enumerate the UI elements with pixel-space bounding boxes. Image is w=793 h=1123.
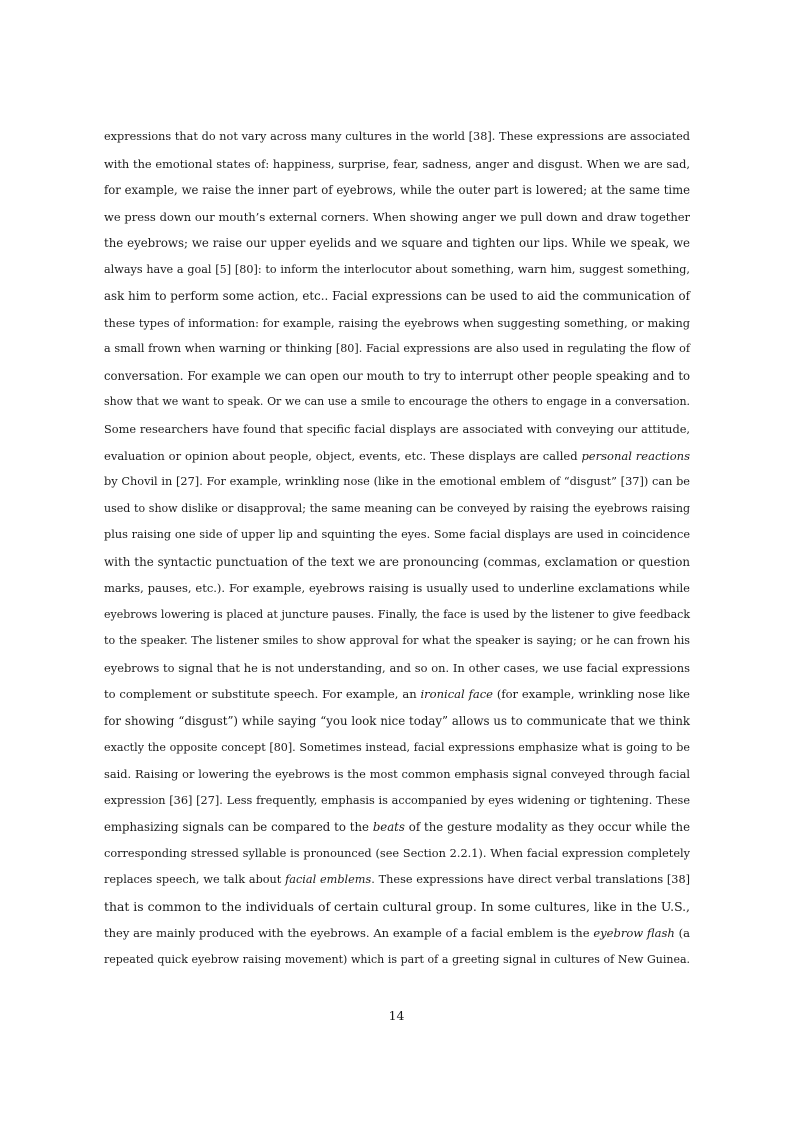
text-line: these types of information: for example, raising the eyebrows when suggesting something, or making — [104, 315, 690, 330]
text-line: used to show dislike or disapproval; the same meaning can be conveyed by raising the eyebrows raising — [104, 501, 690, 515]
text-line: replaces speech, we talk about facial emblems. These expressions have direct verbal translations [38] — [104, 873, 691, 887]
text-line: they are mainly produced with the eyebrows. An example of a facial emblem is the eyebrow flash (a — [104, 926, 690, 941]
text-line: to complement or substitute speech. For example, an ironical face (for example, wrinkling nose like — [104, 687, 690, 702]
text-line: always have a goal [5] [80]: to inform the interlocutor about something, warn him, suggest something, — [104, 262, 690, 276]
text-line: corresponding stressed syllable is pronounced (see Section 2.2.1). When facial expression completely — [104, 846, 690, 860]
italic-term: ironical face — [420, 687, 493, 702]
italic-term: facial emblems — [285, 873, 372, 887]
text-line: ask him to perform some action, etc.. Facial expressions can be used to aid the communication of — [104, 289, 690, 304]
italic-term: eyebrow flash — [593, 926, 675, 941]
text-line: with the syntactic punctuation of the text we are pronouncing (commas, exclamation or question — [104, 554, 690, 569]
text-line: the eyebrows; we raise our upper eyelids and we square and tighten our lips. While we speak, we — [104, 236, 690, 251]
italic-term: personal reactions — [581, 448, 690, 463]
body-paragraph — [104, 124, 690, 974]
text-line: a small frown when warning or thinking [80]. Facial expressions are also used in regulating the flow of — [104, 342, 690, 356]
text-line: show that we want to speak. Or we can use a smile to encourage the others to engage in a conversation. — [104, 395, 690, 409]
text-line: expressions that do not vary across many cultures in the world [38]. These expressions are associated — [104, 130, 690, 143]
text-line: eyebrows lowering is placed at juncture pauses. Finally, the face is used by the listener to give feedback — [104, 607, 690, 621]
text-line: Some researchers have found that specific facial displays are associated with conveying our attitude, — [104, 422, 690, 437]
text-line: for example, we raise the inner part of eyebrows, while the outer part is lowered; at the same time — [104, 183, 690, 198]
page-number: 14 — [388, 1008, 405, 1023]
text-line: emphasizing signals can be compared to the beats of the gesture modality as they occur while the — [104, 820, 691, 835]
text-line: by Chovil in [27]. For example, wrinkling nose (like in the emotional emblem of “disgust” [37]) can be — [104, 475, 690, 489]
text-line: conversation. For example we can open our mouth to try to interrupt other people speaking and to — [104, 368, 690, 383]
text-line: repeated quick eyebrow raising movement) which is part of a greeting signal in cultures of New Guinea. — [104, 952, 690, 966]
text-line: marks, pauses, etc.). For example, eyebrows raising is usually used to underline exclamations while — [104, 581, 690, 596]
text-line: with the emotional states of: happiness, surprise, fear, sadness, anger and disgust. When we are sad, — [104, 156, 690, 171]
text-line: evaluation or opinion about people, object, events, etc. These displays are called personal reactions — [104, 448, 690, 463]
text-line: that is common to the individuals of certain cultural group. In some cultures, like in the U.S., — [104, 898, 690, 914]
text-line: for showing “disgust”) while saying “you look nice today” allows us to communicate that we think — [104, 714, 690, 729]
text-line: eyebrows to signal that he is not understanding, and so on. In other cases, we use facial expressions — [104, 660, 690, 675]
text-line: plus raising one side of upper lip and squinting the eyes. Some facial displays are used in coincidence — [104, 528, 690, 542]
text-line: exactly the opposite concept [80]. Sometimes instead, facial expressions emphasize what is going to be — [104, 740, 690, 754]
text-line: said. Raising or lowering the eyebrows is the most common emphasis signal conveyed through facial — [104, 767, 690, 782]
text-line: expression [36] [27]. Less frequently, emphasis is accompanied by eyes widening or tightening. These — [104, 793, 690, 807]
text-line: we press down our mouth’s external corners. When showing anger we pull down and draw together — [104, 209, 690, 224]
italic-term: beats — [372, 820, 405, 835]
text-line: to the speaker. The listener smiles to show approval for what the speaker is saying; or he can frown his — [104, 634, 690, 648]
